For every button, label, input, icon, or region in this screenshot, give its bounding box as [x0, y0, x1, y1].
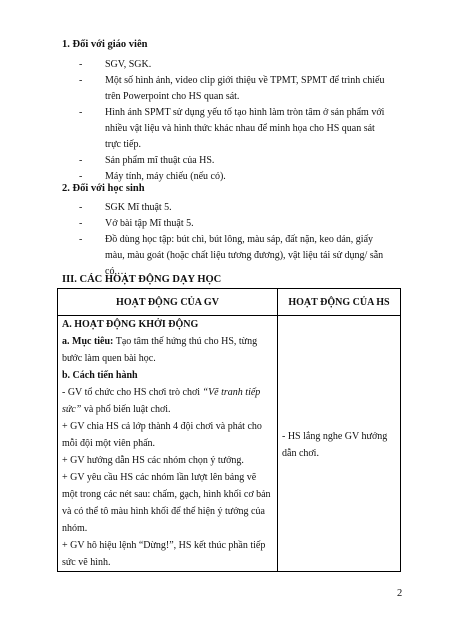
table-header-row	[58, 289, 401, 316]
table-row	[58, 316, 401, 572]
section-1-heading: 1. Đối với giáo viên	[62, 39, 148, 50]
student-response: - HS lắng nghe GV hướng dẫn chơi.	[282, 431, 388, 459]
game-instruction: - GV tổ chức cho HS chơi trò chơi “Vẽ tranh tiếp sức” và phổ biến luật chơi.	[62, 387, 261, 415]
list-item: - Sản phẩm mĩ thuật của HS.	[79, 155, 215, 166]
column-header-student: HOẠT ĐỘNG CỦA HS	[278, 289, 401, 316]
column-header-teacher: HOẠT ĐỘNG CỦA GV	[58, 289, 278, 316]
teacher-step: + GV chia HS cả lớp thành 4 đội chơi và phát cho mỗi đội một viên phấn.	[62, 421, 262, 449]
teacher-step: + GV yêu cầu HS các nhóm lần lượt lên bảng vẽ một trong các nét sau: chấm, gạch, hình khối cơ bản và có thể tô màu hình khối để thể hiện ý tưởng của nhóm.	[62, 472, 271, 534]
procedure-heading: b. Cách tiến hành	[62, 370, 138, 381]
list-item: - Đồ dùng học tập: bút chì, bút lông, màu sáp, đất nặn, keo dán, giấy màu, màu goát (hoặc chất liệu tương đương), vật liệu tái sử dụng/ sẵn có,…	[79, 234, 384, 277]
section-2-heading: 2. Đối với học sinh	[62, 183, 145, 194]
list-item: - Máy tính, máy chiếu (nếu có).	[79, 171, 226, 182]
student-activity-cell	[278, 316, 401, 572]
list-item: - Hình ảnh SPMT sử dụng yếu tố tạo hình làm tròn tâm ở sản phẩm với nhiều vật liệu và hình thức khác nhau để minh họa cho HS quan sát trực tiếp.	[79, 107, 385, 150]
teacher-step: + GV hô hiệu lệnh “Dừng!”, HS kết thúc phần tiếp sức vẽ hình.	[62, 540, 266, 568]
student-materials-list	[0, 200, 385, 280]
teacher-materials-list	[0, 57, 385, 185]
list-item: - SGV, SGK.	[79, 59, 152, 70]
activities-table	[57, 288, 401, 572]
activity-a-title: A. HOẠT ĐỘNG KHỞI ĐỘNG	[62, 319, 199, 330]
teacher-activity-cell	[58, 316, 278, 572]
page-number: 2	[397, 588, 403, 599]
teacher-step: + GV hướng dẫn HS các nhóm chọn ý tưởng.	[62, 455, 244, 466]
list-item: - SGK Mĩ thuật 5.	[79, 202, 172, 213]
section-3-heading: III. CÁC HOẠT ĐỘNG DẠY HỌC	[62, 274, 222, 285]
list-item: - Vở bài tập Mĩ thuật 5.	[79, 218, 194, 229]
list-item: - Một số hình ảnh, video clip giới thiệu về TPMT, SPMT để trình chiếu trên Powerpoint cho HS quan sát.	[79, 75, 385, 102]
objective-paragraph: a. Mục tiêu: Tạo tâm thế hứng thú cho HS, từng bước làm quen bài học.	[62, 336, 258, 364]
